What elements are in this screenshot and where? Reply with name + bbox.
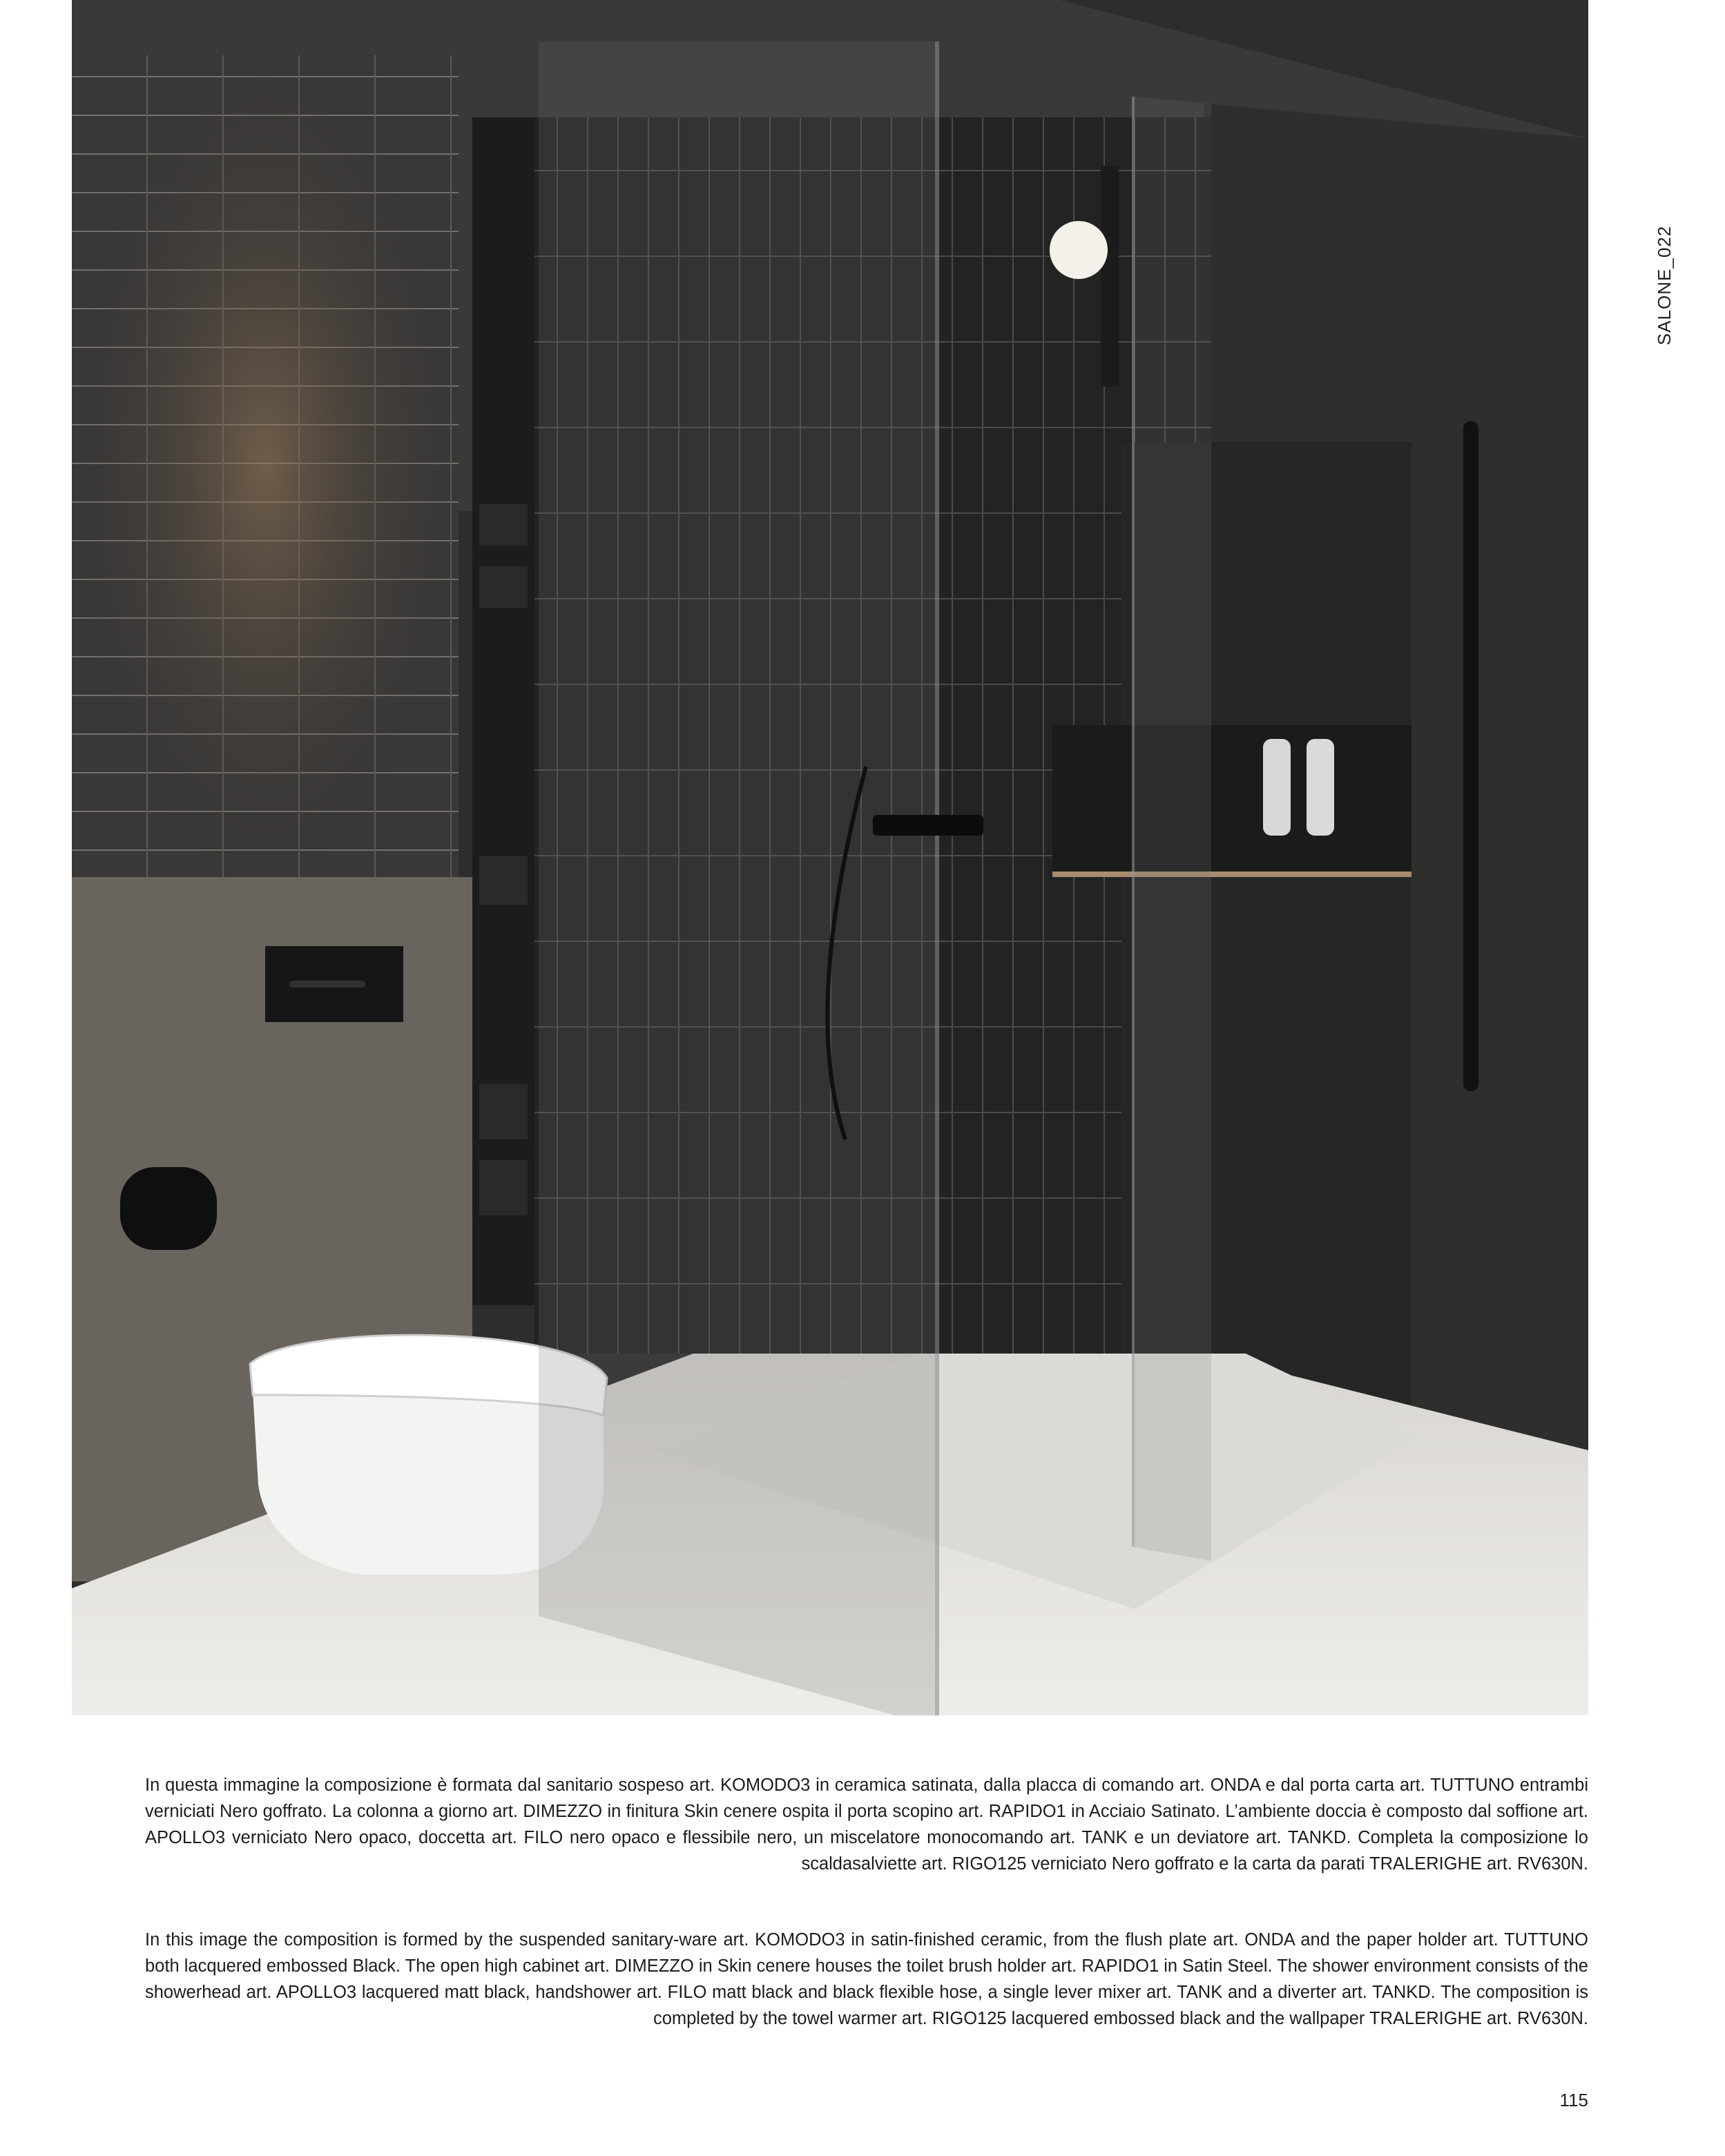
- side-label: [1654, 207, 1681, 345]
- bathroom-photo: [72, 0, 1588, 1715]
- caption-english: In this image the composition is formed by the suspended sanitary-ware art. KOMODO3 in satin-finished ceramic, from the flush plate art. ONDA and the paper holder art. TUTTUNO both lacquered embossed Black. The open high cabinet art. DIMEZZO in Skin cenere houses the toilet brush holder art. RAPIDO1 in Satin Steel. The shower environment consists of the showerhead art. APOLLO3 lacquered matt black, handshower art. FILO matt black and black flexible hose, a single lever mixer art. TANK and a diverter art. TANKD. The composition is completed by the towel warmer art. RIGO125 lacquered embossed black and the wallpaper TRALERIGHE art. RV630N.: [145, 1930, 1588, 2028]
- side-label-text: SALONE_022: [1654, 225, 1675, 345]
- caption-italian: In questa immagine la composizione è formata dal sanitario sospeso art. KOMODO3 in ceramica satinata, dalla placca di comando art. ONDA e dal porta carta art. TUTTUNO entrambi verniciati Nero goffrato. La colonna a giorno art. DIMEZZO in finitura Skin cenere ospita il porta scopino art. RAPIDO1 in Acciaio Satinato. L’ambiente doccia è composto dal soffione art. APOLLO3 verniciato Nero opaco, doccetta art. FILO nero opaco e flessibile nero, un miscelatore monocomando art. TANK e un deviatore art. TANKD. Completa la composizione lo scaldasalviette art. RIGO125 verniciato Nero goffrato e la carta da parati TRALERIGHE art. RV630N.: [145, 1775, 1588, 1874]
- page-number: 115: [1559, 2090, 1588, 2110]
